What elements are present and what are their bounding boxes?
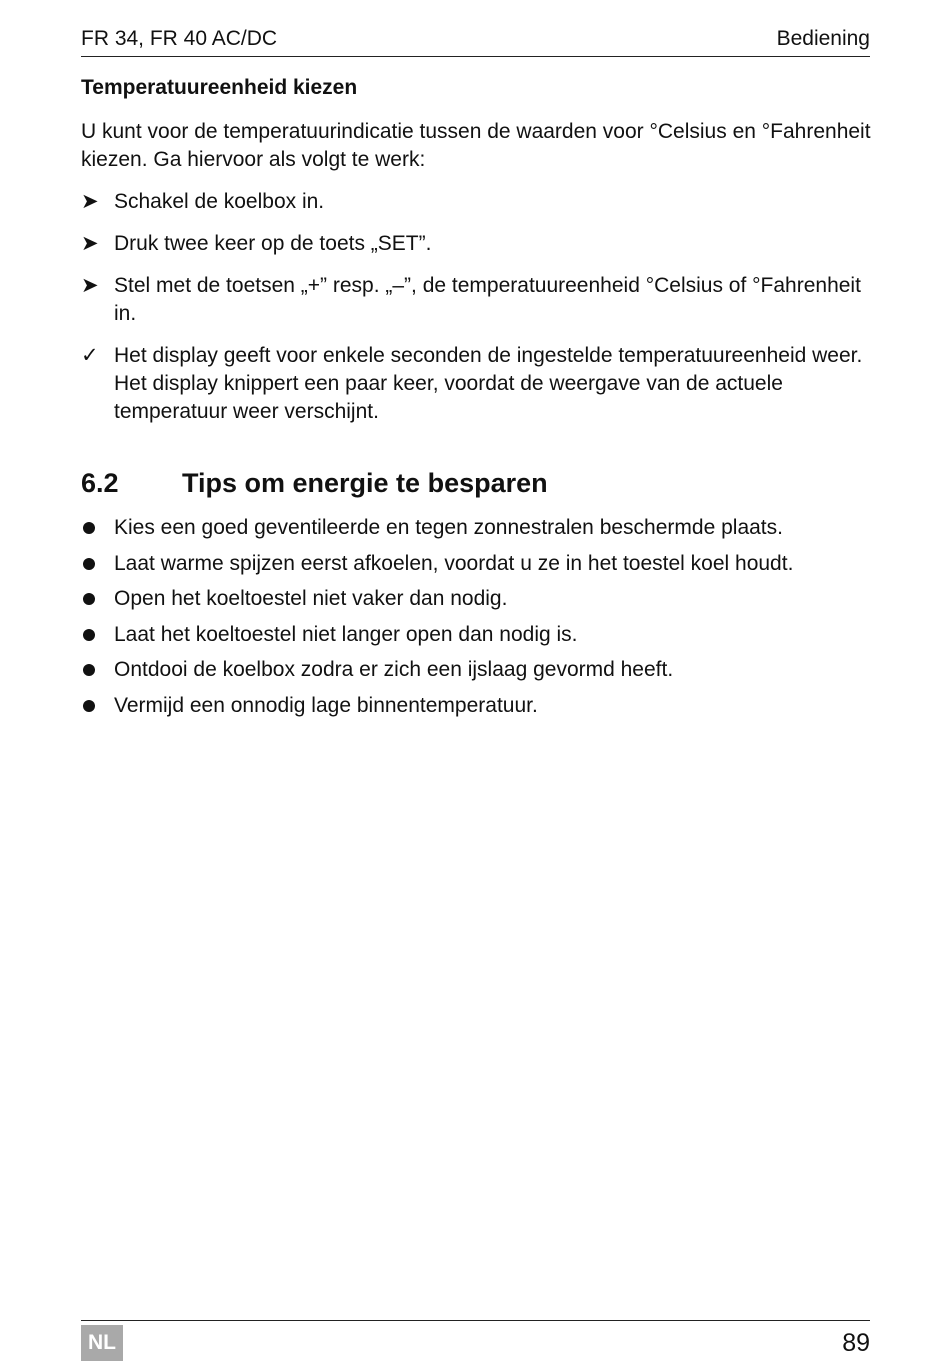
arrow-icon: ➤ xyxy=(81,190,99,213)
section-number: 6.2 xyxy=(81,468,119,498)
arrow-icon: ➤ xyxy=(81,232,99,255)
bullet-icon xyxy=(83,522,95,534)
checkmark-icon: ✓ xyxy=(81,344,99,367)
temperature-unit-heading: Temperatuureenheid kiezen xyxy=(81,76,358,99)
tip-text: Open het koeltoestel niet vaker dan nodig. xyxy=(114,587,508,610)
instruction-step xyxy=(81,230,881,258)
list-item xyxy=(81,656,881,684)
section-title: Tips om energie te besparen xyxy=(182,468,548,498)
page-footer xyxy=(81,1320,870,1365)
tip-text: Laat het koeltoestel niet langer open dan nodig is. xyxy=(114,622,578,646)
step-text: Schakel de koelbox in. xyxy=(114,190,325,213)
chapter-title: Bediening xyxy=(776,27,870,50)
result-step xyxy=(81,342,881,426)
page-content xyxy=(81,74,881,727)
bullet-icon xyxy=(83,629,95,641)
instruction-step xyxy=(81,188,881,216)
temperature-unit-intro: U kunt voor de temperatuurindicatie tussen de waarden voor °Celsius en °Fahrenheit kiezen. Ga hiervoor als volgt te werk: xyxy=(81,120,871,171)
section-heading xyxy=(81,466,881,500)
list-item xyxy=(81,692,881,720)
language-badge: NL xyxy=(81,1325,123,1361)
step-text: Stel met de toetsen „+” resp. „–”, de temperatuureenheid °Celsius of °Fahrenheit in. xyxy=(114,274,861,325)
instruction-step xyxy=(81,272,881,328)
product-model: FR 34, FR 40 AC/DC xyxy=(81,27,278,50)
bullet-icon xyxy=(83,558,95,570)
tip-text: Laat warme spijzen eerst afkoelen, voordat u ze in het toestel koel houdt. xyxy=(114,551,794,575)
page-header xyxy=(81,26,870,57)
bullet-icon xyxy=(83,593,95,605)
tip-text: Vermijd een onnodig lage binnentemperatuur. xyxy=(114,693,538,717)
step-text: Druk twee keer op de toets „SET”. xyxy=(114,232,432,255)
list-item xyxy=(81,514,881,542)
energy-tips-list xyxy=(81,514,881,720)
list-item xyxy=(81,585,881,613)
tip-text: Kies een goed geventileerde en tegen zonnestralen beschermde plaats. xyxy=(114,516,783,539)
tip-text: Ontdooi de koelbox zodra er zich een ijslaag gevormd heeft. xyxy=(114,658,674,681)
bullet-icon xyxy=(83,664,95,676)
bullet-icon xyxy=(83,700,95,712)
arrow-icon: ➤ xyxy=(81,274,99,297)
list-item xyxy=(81,621,881,649)
list-item xyxy=(81,550,881,578)
result-text: Het display geeft voor enkele seconden de ingestelde temperatuureenheid weer. Het display knippert een paar keer, voordat de weergave van de actuele temperatuur weer verschijnt. xyxy=(114,344,863,423)
page-number: 89 xyxy=(842,1329,870,1357)
